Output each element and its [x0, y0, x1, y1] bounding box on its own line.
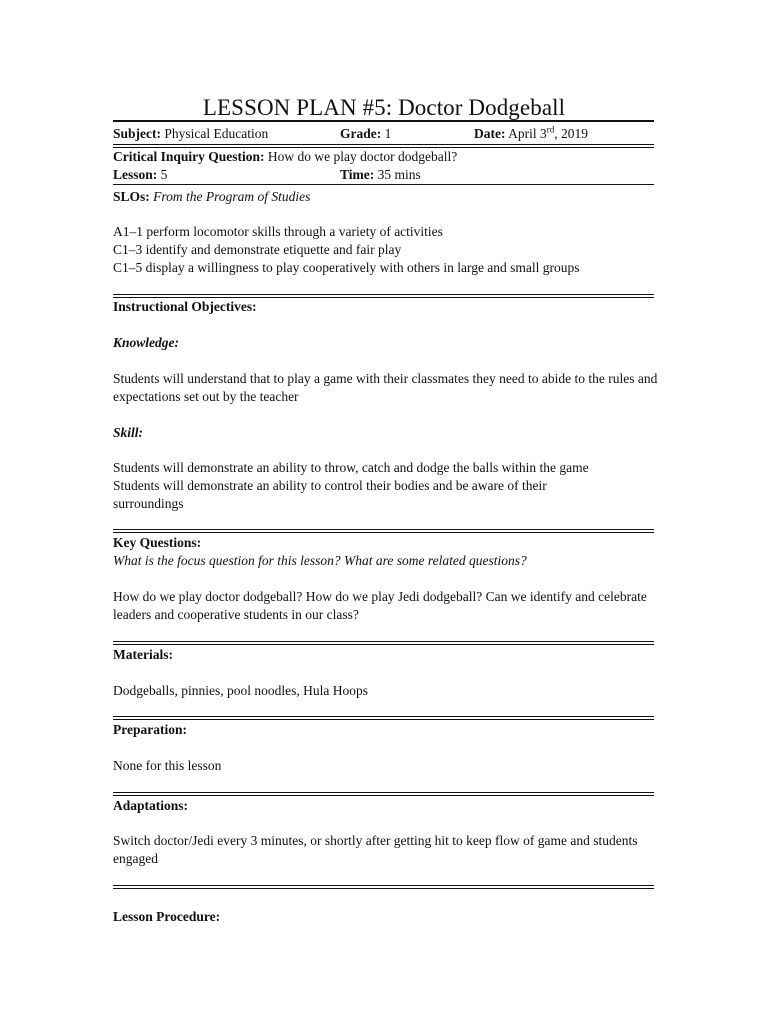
grade-label: Grade: [340, 126, 382, 141]
skill-heading: Skill: [113, 425, 144, 440]
section-rule [113, 641, 654, 645]
slos-source: From the Program of Studies [153, 189, 311, 204]
slo-rule [113, 184, 654, 185]
time-label: Time: [340, 167, 375, 182]
slos-heading: SLOs: From the Program of Studies [113, 189, 311, 204]
subject-value: Physical Education [164, 126, 269, 141]
section-rule [113, 529, 654, 533]
subject-label: Subject: [113, 126, 161, 141]
lesson-label: Lesson: [113, 167, 158, 182]
lesson-procedure-heading: Lesson Procedure: [113, 909, 221, 924]
skill-text-1: Students will demonstrate an ability to throw, catch and dodge the balls within the game [113, 460, 589, 475]
skill-text-2: Students will demonstrate an ability to control their bodies and be aware of their surroundings [113, 478, 547, 511]
key-questions-prompt: What is the focus question for this lesson? What are some related questions? [113, 553, 527, 568]
materials-heading: Materials: [113, 647, 173, 662]
grade-value: 1 [384, 126, 392, 141]
preparation-text: None for this lesson [113, 758, 222, 773]
knowledge-heading: Knowledge: [113, 335, 179, 350]
lesson-value: 5 [160, 167, 168, 182]
key-questions-heading: Key Questions: [113, 535, 202, 550]
ciq-label: Critical Inquiry Question: [113, 149, 265, 164]
critical-inquiry-field [113, 148, 457, 166]
slo-item: A1–1 perform locomotor skills through a variety of activities [113, 224, 443, 239]
section-rule [113, 885, 654, 889]
section-rule [113, 716, 654, 720]
section-rule [113, 792, 654, 796]
preparation-heading: Preparation: [113, 722, 187, 737]
time-field [340, 166, 421, 184]
date-field [474, 125, 588, 143]
slo-item: C1–5 display a willingness to play cooperatively with others in large and small groups [113, 260, 580, 275]
time-value: 35 mins [377, 167, 421, 182]
document-title: LESSON PLAN #5: Doctor Dodgeball [202, 95, 566, 120]
date-label: Date: [474, 126, 506, 141]
knowledge-text: Students will understand that to play a game with their classmates they need to abide to the rules and expectations set out by the teacher [113, 371, 658, 404]
objectives-heading: Instructional Objectives: [113, 299, 257, 314]
subject-field [113, 125, 268, 143]
slo-item: C1–3 identify and demonstrate etiquette and fair play [113, 242, 402, 257]
lesson-field [113, 166, 167, 184]
materials-text: Dodgeballs, pinnies, pool noodles, Hula Hoops [113, 683, 368, 698]
title-rule [113, 120, 654, 122]
date-value: April 3rd, 2019 [508, 124, 588, 141]
grade-field [340, 125, 391, 143]
adaptations-text: Switch doctor/Jedi every 3 minutes, or shortly after getting hit to keep flow of game and students engaged [113, 833, 638, 866]
adaptations-heading: Adaptations: [113, 798, 189, 813]
key-questions-text: How do we play doctor dodgeball? How do we play Jedi dodgeball? Can we identify and celebrate leaders and cooperative students in our class? [113, 589, 647, 622]
ciq-value: How do we play doctor dodgeball? [267, 149, 458, 164]
